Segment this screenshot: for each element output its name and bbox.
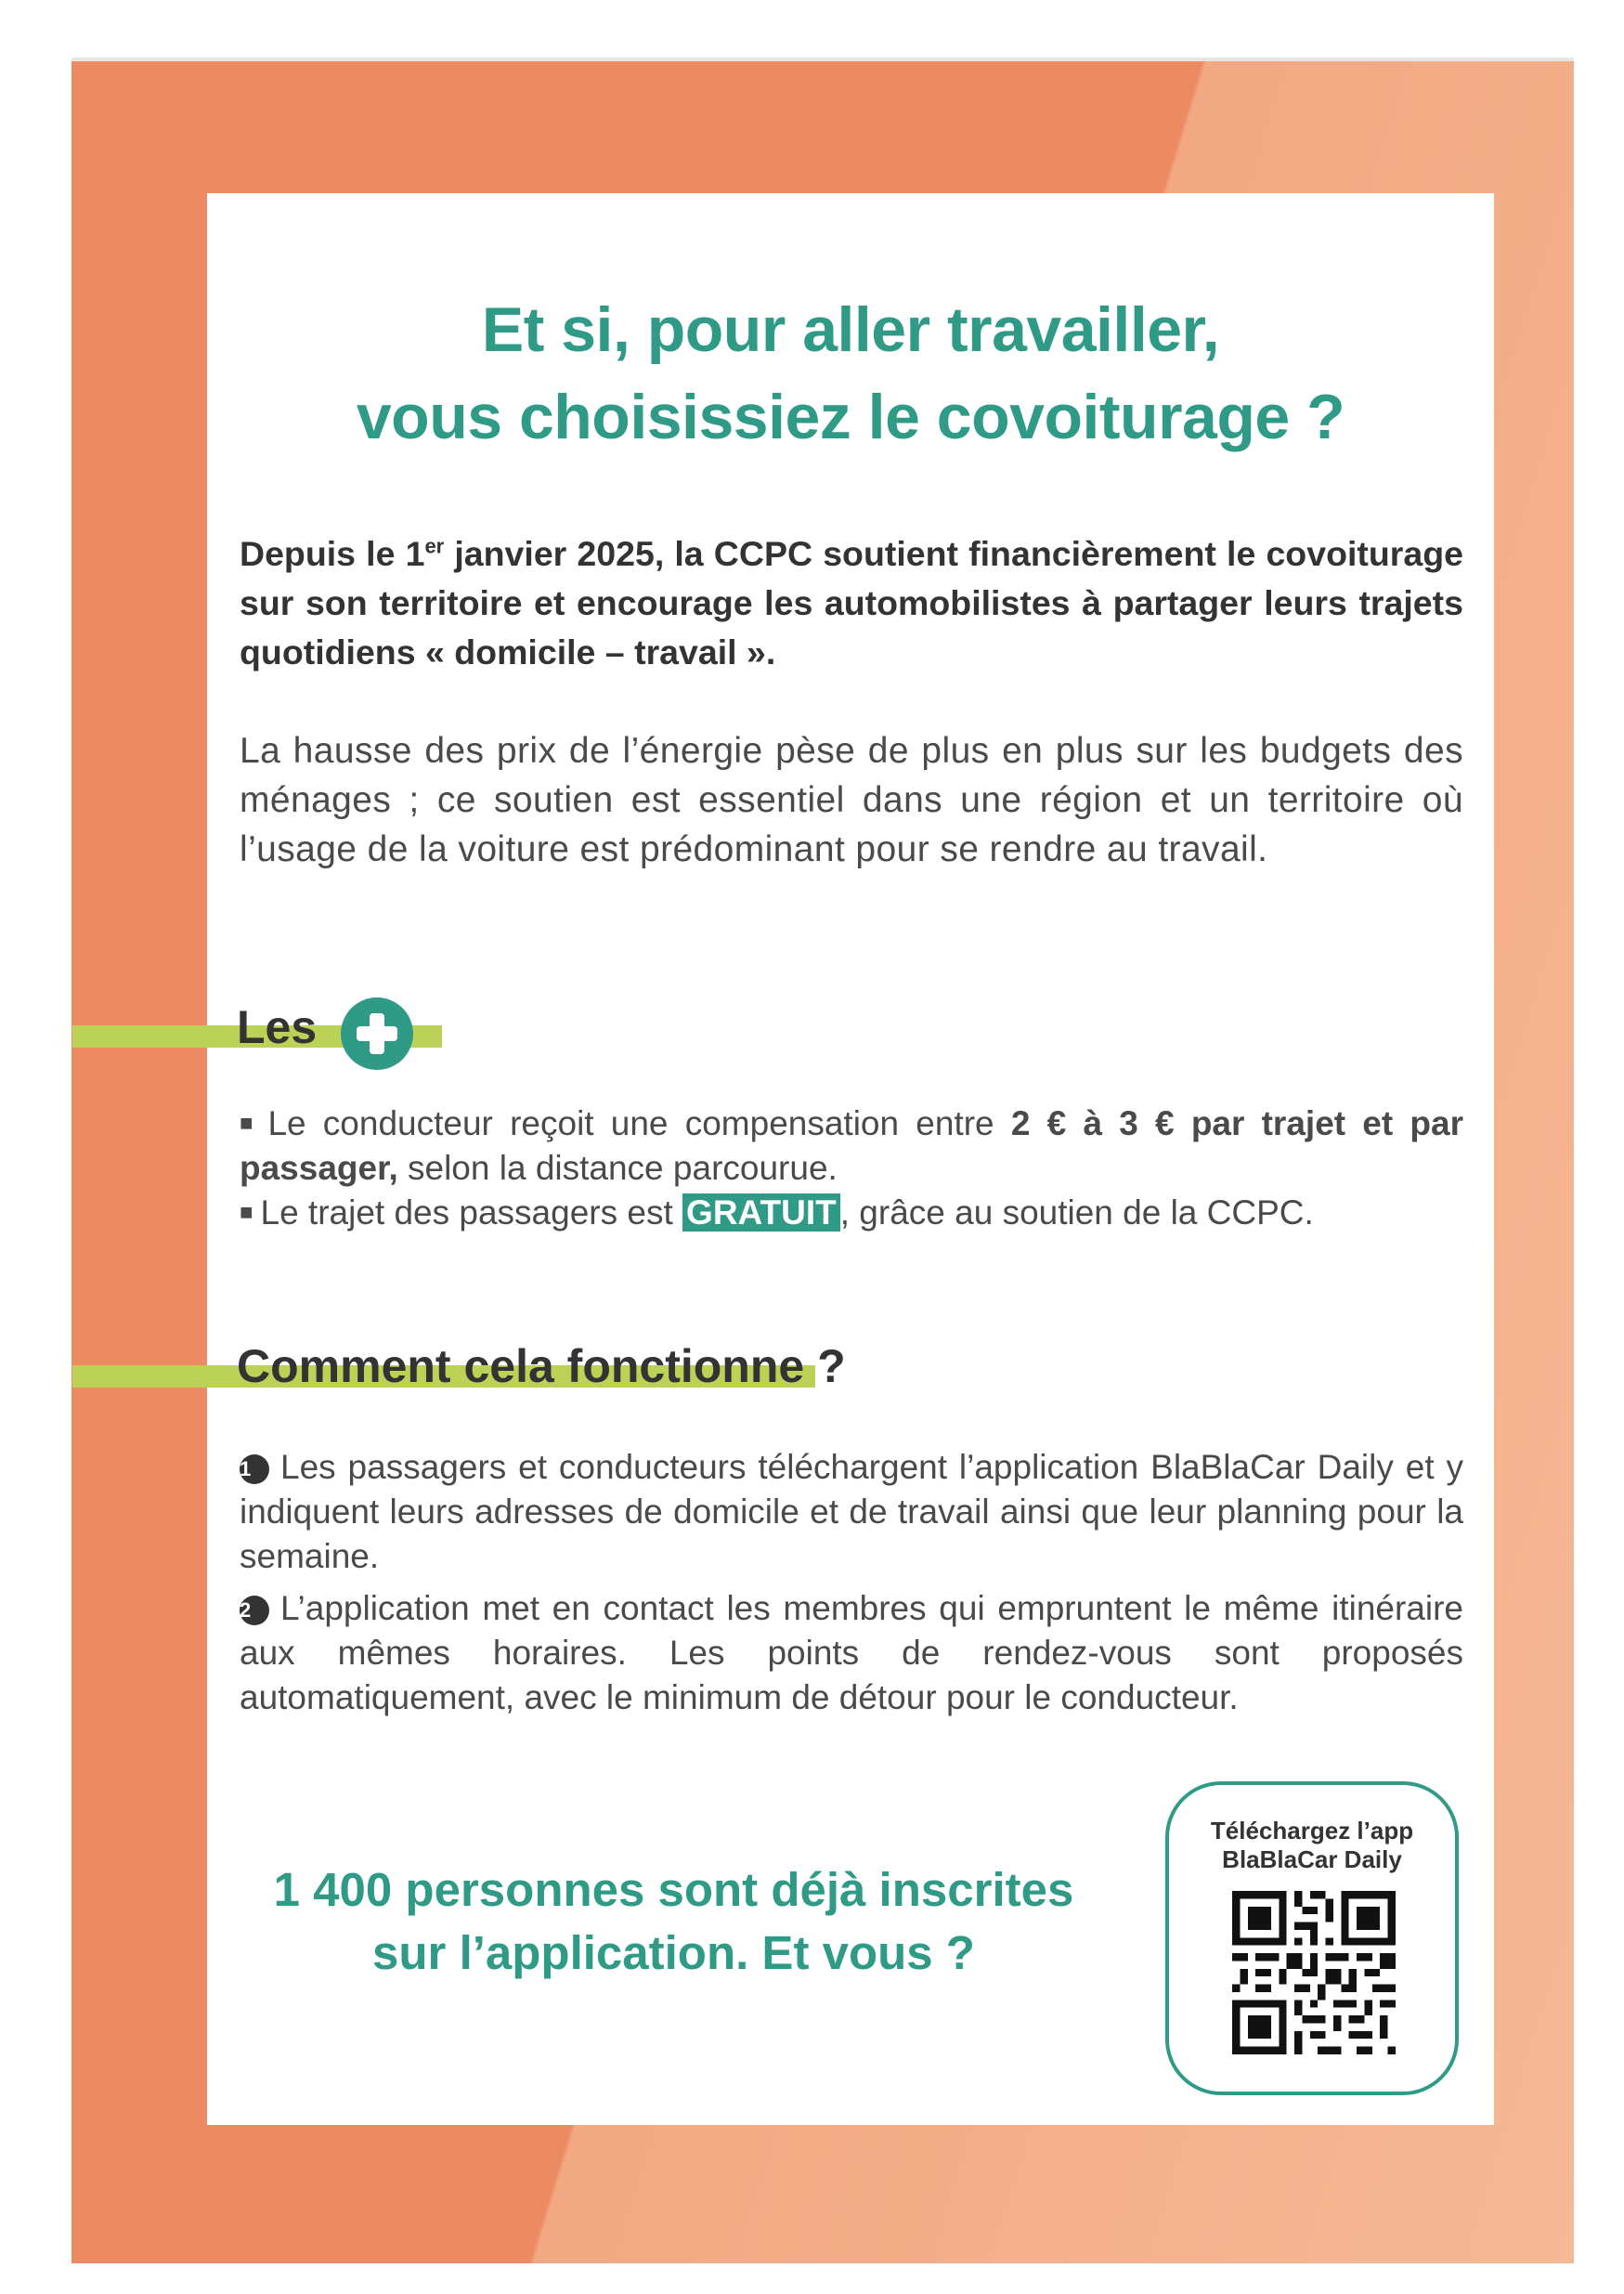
bullet-square-icon: ■ xyxy=(240,1200,253,1225)
qr-label xyxy=(1169,1817,1455,1874)
advantages-heading: Les xyxy=(237,1001,318,1053)
step-number-badge: 1 xyxy=(240,1454,269,1484)
step-number-badge: 2 xyxy=(240,1596,269,1625)
bullet2-text-a: Le trajet des passagers est xyxy=(260,1193,683,1232)
how-heading: Comment cela fonctionne ? xyxy=(237,1340,846,1392)
cta-line-1: 1 400 personnes sont déjà inscrites xyxy=(273,1863,1074,1916)
page-title xyxy=(207,286,1494,461)
qr-label-line-2: BlaBlaCar Daily xyxy=(1222,1845,1402,1873)
gratuit-badge: GRATUIT xyxy=(682,1193,840,1232)
list-item xyxy=(240,1101,1463,1191)
list-item xyxy=(240,1445,1463,1579)
intro-text-start: Depuis le 1 xyxy=(240,534,425,573)
advantages-list xyxy=(240,1101,1463,1235)
bullet2-text-b: , grâce au soutien de la CCPC. xyxy=(839,1193,1314,1232)
intro-text-rest: janvier 2025, la CCPC soutient financièrement le covoiturage sur son territoire et encourage les automobilistes à partager leurs trajets quotidiens « domicile – travail ». xyxy=(240,534,1463,671)
intro-superscript: er xyxy=(424,534,445,558)
title-line-2: vous choisissiez le covoiturage ? xyxy=(356,382,1345,452)
list-item xyxy=(240,1586,1463,1720)
qr-download-box[interactable] xyxy=(1165,1781,1459,2095)
step-text: Les passagers et conducteurs téléchargent l’application BlaBlaCar Daily et y indiquent leurs adresses de domicile et de travail ainsi que leur planning pour la semaine. xyxy=(240,1448,1463,1575)
bullet1-text-b: selon la distance parcourue. xyxy=(397,1149,838,1187)
title-line-1: Et si, pour aller travailler, xyxy=(481,294,1220,365)
how-steps xyxy=(240,1445,1463,1727)
list-item xyxy=(240,1191,1463,1235)
plus-circle-icon xyxy=(341,997,413,1070)
qr-code-icon[interactable] xyxy=(1232,1891,1396,2054)
qr-label-line-1: Téléchargez l’app xyxy=(1210,1817,1414,1844)
bullet1-text-a: Le conducteur reçoit une compensation entre xyxy=(267,1104,1011,1142)
bullet1-bold: 2 € à 3 € par trajet et par passager, xyxy=(240,1104,1463,1187)
cta-line-2: sur l’application. Et vous ? xyxy=(372,1926,975,1979)
frame-top-edge xyxy=(71,58,1574,61)
flyer-card xyxy=(207,193,1494,2125)
step-text: L’application met en contact les membres qui empruntent le même itinéraire aux mêmes horaires. Les points de rendez-vous sont proposés automatiquement, avec le minimum de détour pour le conducteur. xyxy=(240,1589,1463,1716)
intro-paragraph xyxy=(240,529,1463,677)
energy-paragraph: La hausse des prix de l’énergie pèse de plus en plus sur les budgets des ménages ; ce soutien est essentiel dans une région et un territoire où l’usage de la voiture est prédominant pour se rendre au travail. xyxy=(240,731,1463,869)
bullet-square-icon: ■ xyxy=(240,1111,261,1136)
cta-text xyxy=(240,1858,1108,1985)
